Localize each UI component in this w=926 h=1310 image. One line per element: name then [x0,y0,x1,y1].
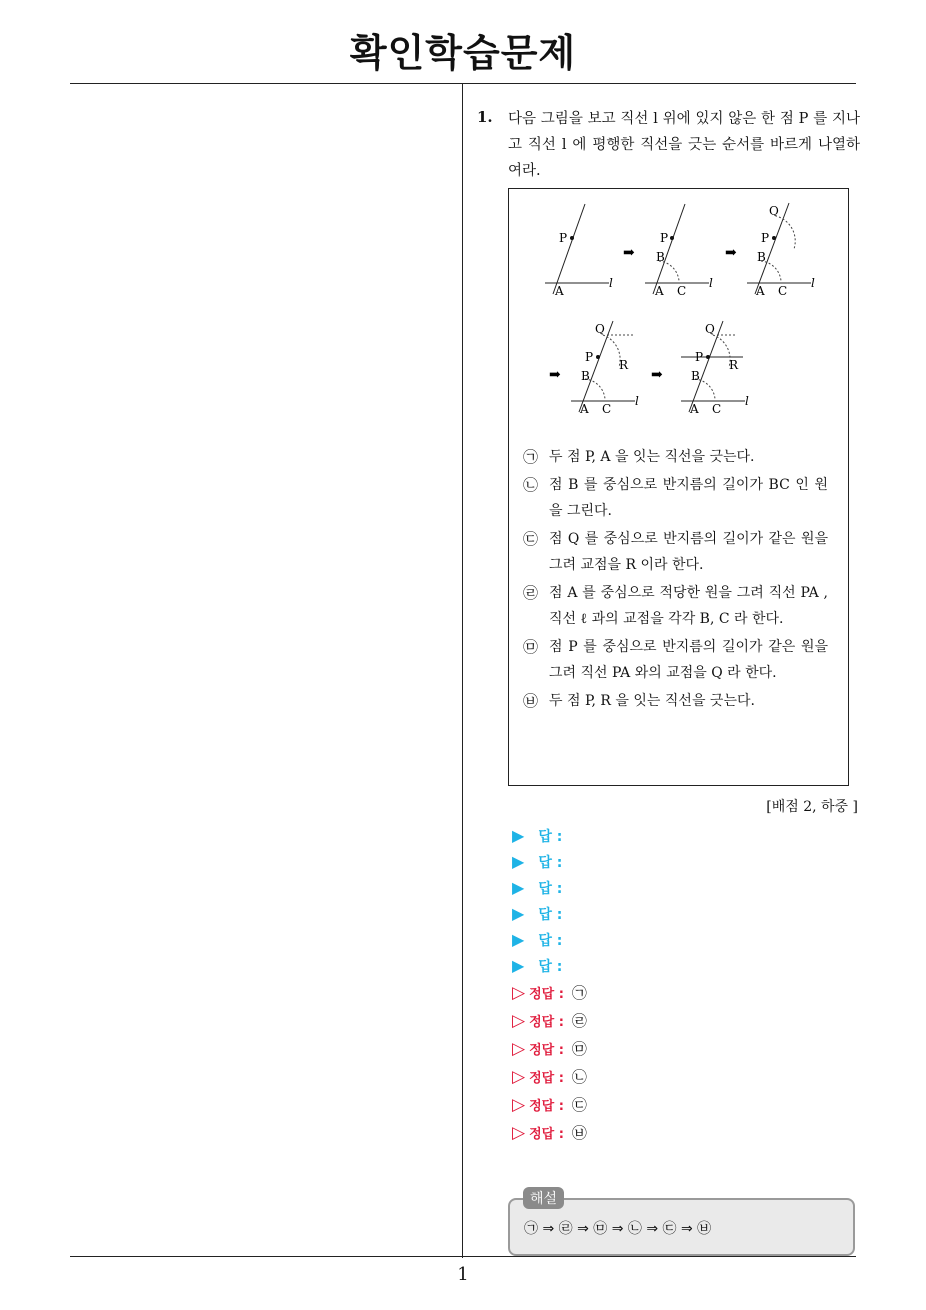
step-marker: ㉥ [523,692,539,710]
step-text: 점 P 를 중심으로 반지름의 길이가 같은 원을 그려 직선 PA 와의 교점을 Q 라 한다. [549,639,828,681]
label-C: C [778,284,788,298]
outline-triangle-icon: ▷ [512,983,526,1003]
figure-panel-2 [645,204,713,298]
label-l: l [609,276,613,290]
arrow-3: ➡ [549,367,561,383]
step-item [523,634,828,686]
answer-line[interactable]: ▶ 답 : [512,826,563,845]
triangle-icon: ▶ [512,956,525,975]
figure-panel-1 [545,204,613,298]
label-R: R [729,358,739,372]
question-box [508,188,849,786]
label-C: C [677,284,687,298]
correct-answer: ▷ 정답 : ㉠ [512,983,587,1003]
outline-triangle-icon: ▷ [512,1067,526,1087]
step-item [523,472,828,524]
label-Q: Q [595,322,605,336]
label-B: B [656,250,665,264]
label-l: l [745,394,749,408]
question-number: 1. [477,108,493,126]
top-divider [70,83,856,84]
label-C: C [712,402,722,416]
answer-line[interactable]: ▶ 답 : [512,878,563,897]
correct-answer: ▷ 정답 : ㉥ [512,1123,587,1143]
bottom-divider [70,1256,856,1257]
label-B: B [581,369,590,383]
step-list [523,444,828,716]
outline-triangle-icon: ▷ [512,1011,526,1031]
page-number: 1 [457,1264,469,1285]
score-info: [배점 2, 하중 ] [766,799,858,815]
label-B: B [691,369,700,383]
correct-answer: ▷ 정답 : ㉤ [512,1039,587,1059]
triangle-icon: ▶ [512,904,525,923]
answer-line[interactable]: ▶ 답 : [512,904,563,923]
label-A: A [756,284,765,298]
step-text: 점 Q 를 중심으로 반지름의 길이가 같은 원을 그려 교점을 R 이라 한다. [549,531,828,573]
label-R: R [619,358,629,372]
label-l: l [811,276,815,290]
label-A: A [580,402,589,416]
correct-answer: ▷ 정답 : ㉣ [512,1011,587,1031]
triangle-icon: ▶ [512,930,525,949]
step-marker: ㉤ [523,638,539,656]
outline-triangle-icon: ▷ [512,1095,526,1115]
triangle-icon: ▶ [512,826,525,845]
label-B: B [757,250,766,264]
triangle-icon: ▶ [512,878,525,897]
solution-text: ㉠ ⇒ ㉣ ⇒ ㉤ ⇒ ㉡ ⇒ ㉢ ⇒ ㉥ [524,1221,712,1237]
step-text: 두 점 P, R 을 잇는 직선을 긋는다. [549,693,755,709]
page-title: 확인학습문제 [349,31,577,75]
figure-panel-3 [747,203,815,298]
label-l: l [709,276,713,290]
step-item [523,526,828,578]
step-marker: ㉡ [523,476,539,494]
label-P: P [761,231,770,245]
construction-figure [509,189,848,429]
outline-triangle-icon: ▷ [512,1039,526,1059]
answer-line[interactable]: ▶ 답 : [512,852,563,871]
figure-panel-4 [571,321,639,416]
step-marker: ㉢ [523,530,539,548]
arrow-4: ➡ [651,367,663,383]
step-marker: ㉠ [523,448,539,466]
arrow-2: ➡ [725,245,737,261]
figure-panel-5 [681,321,749,416]
label-P: P [660,231,669,245]
question-text: 다음 그림을 보고 직선 l 위에 있지 않은 한 점 P 를 지나고 직선 l 에 평행한 직선을 긋는 순서를 바르게 나열하여라. [508,111,860,179]
label-P: P [695,350,704,364]
correct-answer: ▷ 정답 : ㉡ [512,1067,587,1087]
step-text: 두 점 P, A 을 잇는 직선을 긋는다. [549,449,755,465]
label-P: P [585,350,594,364]
answer-line[interactable]: ▶ 답 : [512,956,563,975]
step-item [523,688,828,714]
label-A: A [655,284,664,298]
label-A: A [555,284,564,298]
step-text: 점 A 를 중심으로 적당한 원을 그려 직선 PA , 직선 ℓ 과의 교점을 각각 B, C 라 한다. [549,585,828,627]
step-item [523,580,828,632]
answer-line[interactable]: ▶ 답 : [512,930,563,949]
step-text: 점 B 를 중심으로 반지름의 길이가 BC 인 원을 그린다. [549,477,828,519]
arrow-1: ➡ [623,245,635,261]
step-item [523,444,828,470]
correct-answer: ▷ 정답 : ㉢ [512,1095,587,1115]
triangle-icon: ▶ [512,852,525,871]
solution-tag: 해설 [523,1187,564,1209]
label-Q: Q [769,204,779,218]
label-Q: Q [705,322,715,336]
step-marker: ㉣ [523,584,539,602]
column-divider [462,83,463,1258]
label-C: C [602,402,612,416]
outline-triangle-icon: ▷ [512,1123,526,1143]
label-P: P [559,231,568,245]
label-A: A [690,402,699,416]
label-l: l [635,394,639,408]
